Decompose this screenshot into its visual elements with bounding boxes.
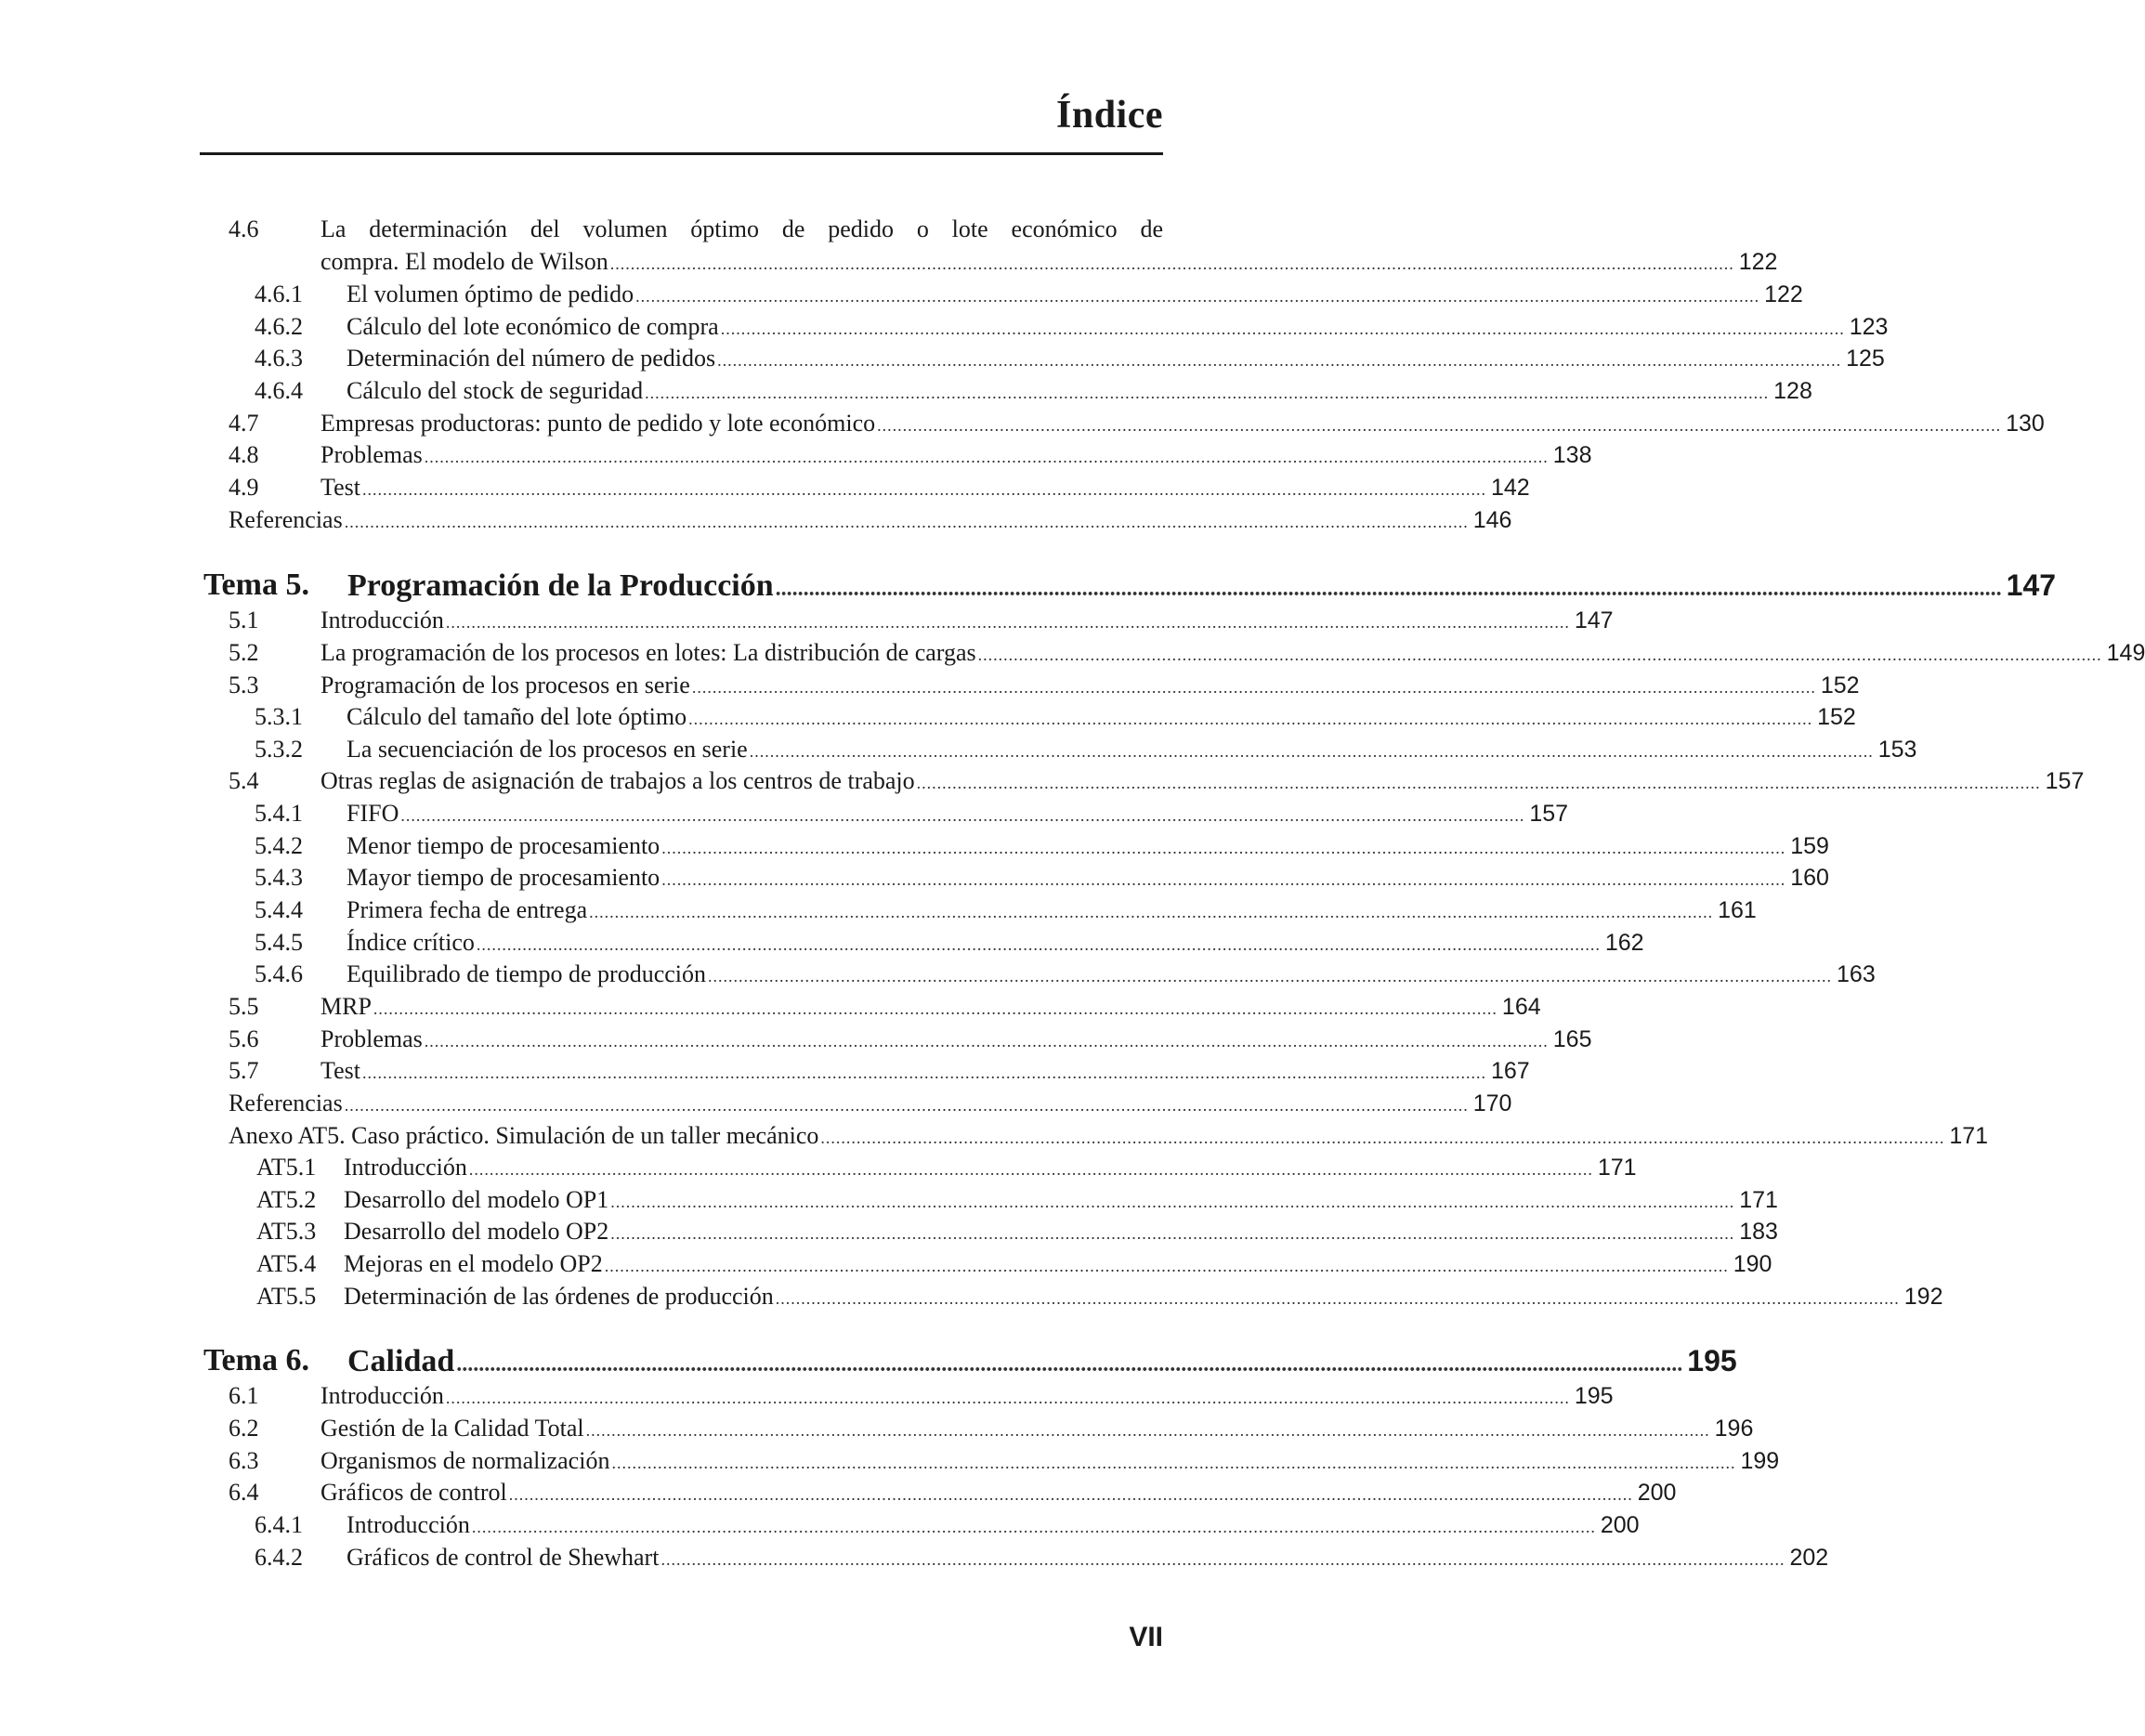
toc-entry-4-6-2[interactable] [0, 311, 1889, 343]
toc-entry-title: Desarrollo del modelo OP1 [344, 1186, 609, 1213]
toc-entry-number: 4.6.1 [255, 281, 303, 307]
toc-entry-page: 196 [1714, 1416, 1754, 1442]
toc-entry-title: Cálculo del lote económico de compra [347, 313, 719, 340]
toc-entry-page: 157 [1529, 801, 1569, 827]
toc-entry-page: 122 [1764, 281, 1803, 307]
toc-chapter-5[interactable] [0, 565, 2057, 606]
dot-leader: ............................................................................................................................................................................................................................ [344, 1096, 1469, 1115]
toc-entry-number: 5.4.1 [255, 800, 303, 827]
toc-entry-6-4[interactable] [0, 1477, 1677, 1508]
toc-entry-number: 5.3.2 [255, 736, 303, 763]
dot-leader: ............................................................................................................................................................................................................................ [589, 903, 1714, 921]
toc-entry-title: Gráficos de control de Shewhart [347, 1544, 660, 1571]
dot-leader: ............................................................................................................................................................................................................................ [717, 351, 1842, 370]
dot-leader: ............................................................................................................................................................................................................................ [610, 1193, 1735, 1211]
toc-entry-number: 5.2 [229, 639, 259, 666]
toc-entry-title: Introducción [320, 1382, 444, 1409]
dot-leader: ............................................................................................................................................................................................................................ [604, 1257, 1729, 1275]
toc-entry-page: 152 [1820, 672, 1860, 698]
dot-leader: ............................................................................................................................................................................................................................ [688, 710, 1813, 728]
dot-leader: ............................................................................................................................................................................................................................ [661, 839, 1786, 857]
dot-leader: ............................................................................................................................................................................................................................ [611, 1454, 1736, 1472]
toc-entry-title-line1: La determinación del volumen óptimo de pedido o lote económico de [320, 215, 1163, 242]
page-title: Índice [1055, 94, 1163, 137]
toc-entry-title: Problemas [320, 1025, 423, 1052]
toc-entry-5-4-3[interactable] [0, 862, 1829, 894]
toc-entry-number: 4.6.3 [255, 345, 303, 372]
toc-entry-number: 4.6.2 [255, 313, 303, 340]
toc-entry-title: Menor tiempo de procesamiento [347, 832, 661, 859]
toc-entry-5-4[interactable] [0, 765, 2085, 797]
toc-entry-number: 4.6.4 [255, 377, 303, 404]
dot-leader: ............................................................................................................................................................................................................................ [720, 320, 1845, 338]
toc-entry-5-1[interactable] [0, 605, 1614, 636]
toc-entry-page: 164 [1501, 994, 1541, 1020]
toc-entry-5-6[interactable] [0, 1024, 1592, 1055]
toc-entry-number: 6.1 [229, 1382, 259, 1409]
toc-entry-title: La programación de los procesos en lotes: La distribución de cargas [320, 639, 976, 666]
toc-chapter-title: Calidad [347, 1344, 455, 1378]
toc-entry-title: Cálculo del tamaño del lote óptimo [347, 703, 687, 730]
toc-entry-title: Referencias [229, 506, 343, 533]
dot-leader: ............................................................................................................................................................................................................................ [424, 448, 1549, 466]
toc-entry-number: 6.2 [229, 1415, 259, 1442]
dot-leader: ............................................................................................................................................................................................................................ [645, 384, 1770, 402]
dot-leader: ............................................................................................................................................................................................................................ [508, 1485, 1633, 1504]
toc-entry-number: 6.4 [229, 1479, 259, 1506]
toc-entry-page: 162 [1604, 930, 1644, 956]
toc-entry-title: Otras reglas de asignación de trabajos a los centros de trabajo [320, 767, 915, 794]
toc-entry-number: AT5.4 [256, 1250, 317, 1277]
dot-leader: ............................................................................................................................................................................................................................ [708, 967, 1833, 985]
dot-leader: ............................................................................................................................................................................................................................ [916, 774, 2041, 792]
toc-entry-anexo-at5[interactable] [0, 1120, 1989, 1152]
toc-entry-page: 170 [1472, 1090, 1512, 1116]
toc-entry-title: Desarrollo del modelo OP2 [344, 1218, 609, 1245]
toc-entry-5-3[interactable] [0, 670, 1860, 701]
toc-entry-5-3-1[interactable] [0, 701, 1856, 733]
toc-entry-number: 4.7 [229, 410, 259, 437]
toc-entry-title: Anexo AT5. Caso práctico. Simulación de un taller mecánico [229, 1122, 819, 1149]
toc-entry-page: 138 [1552, 442, 1592, 468]
toc-entry-title: Referencias [229, 1090, 343, 1116]
toc-entry-page: 167 [1490, 1058, 1530, 1084]
dot-leader: ............................................................................................................................................................................................................................ [471, 1518, 1596, 1536]
toc-entry-page: 171 [1597, 1155, 1637, 1181]
toc-entry-number: AT5.2 [256, 1186, 317, 1213]
dot-leader: ............................................................................................................................................................................................................................ [424, 1032, 1549, 1051]
toc-entry-at5-1[interactable] [0, 1152, 1637, 1183]
toc-entry-number: AT5.1 [256, 1154, 317, 1181]
toc-entry-page: 122 [1738, 249, 1778, 275]
toc-entry-4-6-3[interactable] [0, 343, 1885, 374]
dot-leader: ............................................................................................................................................................................................................................ [691, 678, 1816, 697]
toc-entry-page: 146 [1472, 507, 1512, 533]
toc-entry-referencias-4[interactable] [0, 504, 1512, 536]
toc-entry-title: Empresas productoras: punto de pedido y lote económico [320, 410, 876, 437]
toc-chapter-number: Tema 5. [203, 568, 309, 602]
toc-entry-page: 160 [1790, 865, 1829, 891]
dot-leader: ............................................................................................................................................................................................................................ [977, 646, 2102, 664]
toc-entry-title: El volumen óptimo de pedido [347, 281, 634, 307]
dot-leader: ............................................................................................................................................................................................................................ [445, 613, 1570, 632]
dot-leader: ............................................................................................................................................................................................................................ [476, 935, 1601, 954]
toc-entry-page: 183 [1739, 1219, 1778, 1245]
dot-leader: ............................................................................................................................................................................................................................ [661, 870, 1786, 889]
dot-leader: ............................................................................................................................................................................................................................ [445, 1389, 1570, 1407]
toc-entry-page: 200 [1600, 1512, 1640, 1538]
toc-entry-number: 5.4 [229, 767, 259, 794]
toc-chapter-6[interactable] [0, 1340, 1737, 1381]
toc-entry-4-8[interactable] [0, 439, 1592, 471]
toc-chapter-page: 195 [1687, 1344, 1737, 1377]
toc-entry-title: Determinación del número de pedidos [347, 345, 716, 372]
dot-leader: ............................................................................................................................................................................................................................ [585, 1421, 1710, 1440]
dot-leader: ............................................................................................................................................................................................................................ [877, 416, 2002, 435]
dot-leader: ............................................................................................................................................................................................................................ [468, 1160, 1593, 1179]
toc-entry-5-4-4[interactable] [0, 894, 1757, 926]
toc-entry-page: 195 [1574, 1383, 1614, 1409]
toc-entry-page: 171 [1739, 1187, 1778, 1213]
dot-leader: ............................................................................................................................................................................................................................ [820, 1129, 1945, 1147]
toc-entry-4-6[interactable] [0, 214, 1778, 279]
dot-leader: ............................................................................................................................................................................................................................ [456, 1352, 1683, 1377]
toc-entry-number: 5.5 [229, 993, 259, 1020]
toc-entry-5-5[interactable] [0, 991, 1541, 1023]
toc-entry-number: 5.6 [229, 1025, 259, 1052]
toc-entry-title: FIFO [347, 800, 399, 827]
toc-entry-number: 5.1 [229, 607, 259, 633]
toc-entry-title: Primera fecha de entrega [347, 896, 588, 923]
toc-entry-number: 5.4.2 [255, 832, 303, 859]
toc-entry-5-7[interactable] [0, 1055, 1530, 1087]
toc-entry-page: 142 [1490, 475, 1530, 501]
toc-entry-5-4-6[interactable] [0, 959, 1876, 990]
toc-entry-page: 153 [1877, 737, 1917, 763]
toc-entry-page: 199 [1740, 1448, 1780, 1474]
dot-leader: ............................................................................................................................................................................................................................ [400, 806, 1525, 825]
toc-entry-6-4-2[interactable] [0, 1542, 1829, 1573]
dot-leader: ............................................................................................................................................................................................................................ [775, 1289, 1900, 1308]
toc-entry-page: 200 [1637, 1480, 1677, 1506]
dot-leader: ............................................................................................................................................................................................................................ [775, 577, 2002, 601]
toc-entry-title: MRP [320, 993, 372, 1020]
toc-entry-title: Gráficos de control [320, 1479, 507, 1506]
toc-entry-5-4-5[interactable] [0, 927, 1644, 959]
dot-leader: ............................................................................................................................................................................................................................ [344, 513, 1469, 531]
toc-entry-page: 161 [1718, 897, 1757, 923]
dot-leader: ............................................................................................................................................................................................................................ [635, 287, 1760, 306]
toc-entry-page: 130 [2006, 411, 2045, 437]
toc-entry-title: Problemas [320, 441, 423, 468]
toc-entry-5-2[interactable] [0, 637, 2145, 669]
toc-entry-title: compra. El modelo de Wilson [320, 248, 608, 275]
toc-entry-number: 4.6 [229, 215, 259, 242]
toc-entry-title: Introducción [344, 1154, 467, 1181]
dot-leader: ............................................................................................................................................................................................................................ [361, 1064, 1486, 1082]
toc-chapter-number: Tema 6. [203, 1343, 309, 1377]
toc-entry-at5-2[interactable] [0, 1184, 1778, 1216]
toc-entry-title: Organismos de normalización [320, 1447, 610, 1474]
dot-leader: ............................................................................................................................................................................................................................ [361, 480, 1486, 499]
toc-entry-page: 149 [2106, 640, 2145, 666]
toc-entry-page: 202 [1789, 1545, 1829, 1571]
toc-entry-page: 152 [1817, 704, 1856, 730]
toc-entry-title: Introducción [347, 1511, 470, 1538]
toc-entry-at5-5[interactable] [0, 1281, 1943, 1312]
toc-entry-title: Gestión de la Calidad Total [320, 1415, 584, 1442]
toc-entry-page: 171 [1949, 1123, 1989, 1149]
toc-entry-6-4-1[interactable] [0, 1509, 1640, 1541]
toc-entry-page: 165 [1552, 1026, 1592, 1052]
toc-entry-page: 192 [1903, 1284, 1943, 1310]
toc-entry-title: La secuenciación de los procesos en serie [347, 736, 748, 763]
toc-entry-at5-4[interactable] [0, 1248, 1772, 1280]
dot-leader: ............................................................................................................................................................................................................................ [373, 999, 1498, 1018]
toc-entry-number: 5.3.1 [255, 703, 303, 730]
toc-entry-title: Test [320, 1057, 360, 1084]
toc-entry-4-7[interactable] [0, 408, 2045, 439]
toc-entry-4-6-1[interactable] [0, 279, 1803, 310]
toc-entry-number: 5.7 [229, 1057, 259, 1084]
toc-entry-number: 5.3 [229, 672, 259, 698]
toc-entry-title: Introducción [320, 607, 444, 633]
toc-entry-page: 123 [1849, 314, 1889, 340]
toc-entry-page: 159 [1790, 833, 1829, 859]
toc-entry-page: 128 [1773, 378, 1812, 404]
toc-entry-number: AT5.3 [256, 1218, 317, 1245]
toc-entry-title: Programación de los procesos en serie [320, 672, 690, 698]
toc-entry-title: Determinación de las órdenes de producción [344, 1283, 774, 1310]
toc-entry-number: 5.4.3 [255, 864, 303, 891]
dot-leader: ............................................................................................................................................................................................................................ [749, 742, 1874, 761]
toc-entry-number: AT5.5 [256, 1283, 317, 1310]
toc-entry-number: 6.4.1 [255, 1511, 303, 1538]
toc-entry-at5-3[interactable] [0, 1216, 1778, 1247]
toc-entry-title: Test [320, 474, 360, 501]
toc-entry-6-1[interactable] [0, 1380, 1614, 1412]
dot-leader: ............................................................................................................................................................................................................................ [610, 1224, 1735, 1243]
dot-leader: ............................................................................................................................................................................................................................ [609, 255, 1734, 273]
toc-entry-title: Mayor tiempo de procesamiento [347, 864, 661, 891]
toc-entry-number: 4.8 [229, 441, 259, 468]
dot-leader: ............................................................................................................................................................................................................................ [661, 1550, 1785, 1569]
toc-entry-4-9[interactable] [0, 472, 1530, 503]
toc-entry-6-2[interactable] [0, 1413, 1754, 1444]
toc-entry-number: 5.4.5 [255, 929, 303, 956]
toc-entry-page: 125 [1846, 346, 1885, 372]
toc-entry-title: Cálculo del stock de seguridad [347, 377, 644, 404]
toc-entry-number: 5.4.4 [255, 896, 303, 923]
toc-chapter-title: Programación de la Producción [347, 568, 774, 603]
toc-entry-number: 6.3 [229, 1447, 259, 1474]
toc-entry-number: 4.9 [229, 474, 259, 501]
toc-entry-page: 147 [1574, 607, 1614, 633]
toc-entry-number: 5.4.6 [255, 960, 303, 987]
toc-entry-5-4-1[interactable] [0, 798, 1569, 829]
toc-entry-title: Equilibrado de tiempo de producción [347, 960, 707, 987]
toc-entry-5-3-2[interactable] [0, 734, 1917, 765]
toc-entry-4-6-4[interactable] [0, 375, 1812, 407]
toc-entry-5-4-2[interactable] [0, 830, 1829, 862]
toc-entry-title: Mejoras en el modelo OP2 [344, 1250, 603, 1277]
toc-entry-6-3[interactable] [0, 1445, 1780, 1477]
page-number: VII [1129, 1622, 1163, 1652]
toc-entry-number: 6.4.2 [255, 1544, 303, 1571]
toc-entry-page: 157 [2045, 768, 2085, 794]
toc-chapter-page: 147 [2006, 568, 2057, 602]
toc-entry-page: 163 [1837, 961, 1876, 987]
toc-entry-title: Índice crítico [347, 929, 475, 956]
toc-entry-referencias-5[interactable] [0, 1088, 1512, 1119]
toc-entry-page: 190 [1733, 1251, 1772, 1277]
